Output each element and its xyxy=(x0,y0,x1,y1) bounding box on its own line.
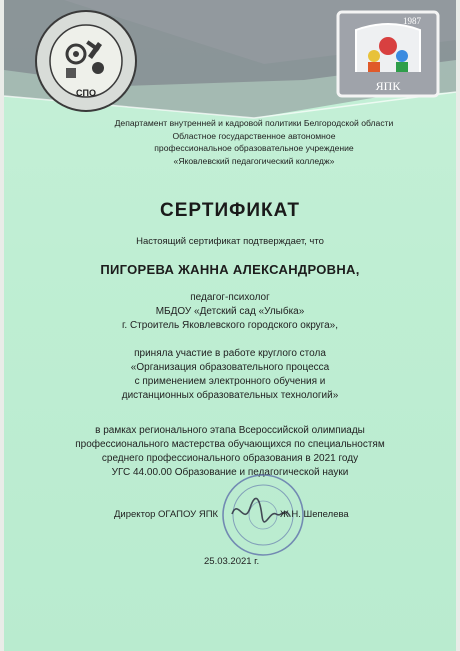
position-line: МБДОУ «Детский сад «Улыбка» xyxy=(155,306,305,317)
participation-line: дистанционных образовательных технологий» xyxy=(121,390,339,401)
svg-text:1987: 1987 xyxy=(403,16,421,26)
context-line: УГС 44.00.00 Образование и педагогической науки xyxy=(111,467,349,478)
participation-block xyxy=(4,347,456,403)
certificate-sheet xyxy=(4,0,456,651)
position-block xyxy=(4,291,456,333)
director-name: Ж.Н. Шепелева xyxy=(280,509,349,520)
context-line: в рамках регионального этапа Всероссийской олимпиады xyxy=(95,425,365,436)
participation-line: «Организация образовательного процесса xyxy=(130,362,330,373)
certificate-subtitle: Настоящий сертификат подтверждает, что xyxy=(136,236,324,247)
position-line: педагог-психолог xyxy=(190,292,270,303)
participation-line: приняла участие в работе круглого стола xyxy=(134,348,326,359)
context-line: среднего профессионального образования в 2021 году xyxy=(101,453,359,464)
department-line: Департамент внутренней и кадровой политики Белгородской области xyxy=(114,118,394,128)
svg-text:ЯПК: ЯПК xyxy=(375,79,401,93)
department-header xyxy=(104,117,404,167)
department-line: профессиональное образовательное учреждение xyxy=(154,143,354,153)
position-line: г. Строитель Яковлевского городского округа», xyxy=(121,320,339,331)
context-line: профессионального мастерства обучающихся по специальностям xyxy=(75,439,385,450)
director-title: Директор ОГАПОУ ЯПК xyxy=(114,509,219,520)
participation-line: с применением электронного обучения и xyxy=(134,376,326,387)
issue-date: 25.03.2021 г. xyxy=(204,556,260,567)
svg-text:СПО: СПО xyxy=(76,88,96,98)
olympiad-logo-icon xyxy=(28,6,144,116)
college-logo-icon xyxy=(336,10,440,98)
department-line: Областное государственное автономное xyxy=(172,130,336,141)
certificate-title: СЕРТИФИКАТ xyxy=(160,200,300,221)
department-line: «Яковлевский педагогический колледж» xyxy=(173,155,335,166)
recipient-name: ПИГОРЕВА ЖАННА АЛЕКСАНДРОВНА, xyxy=(100,262,360,277)
